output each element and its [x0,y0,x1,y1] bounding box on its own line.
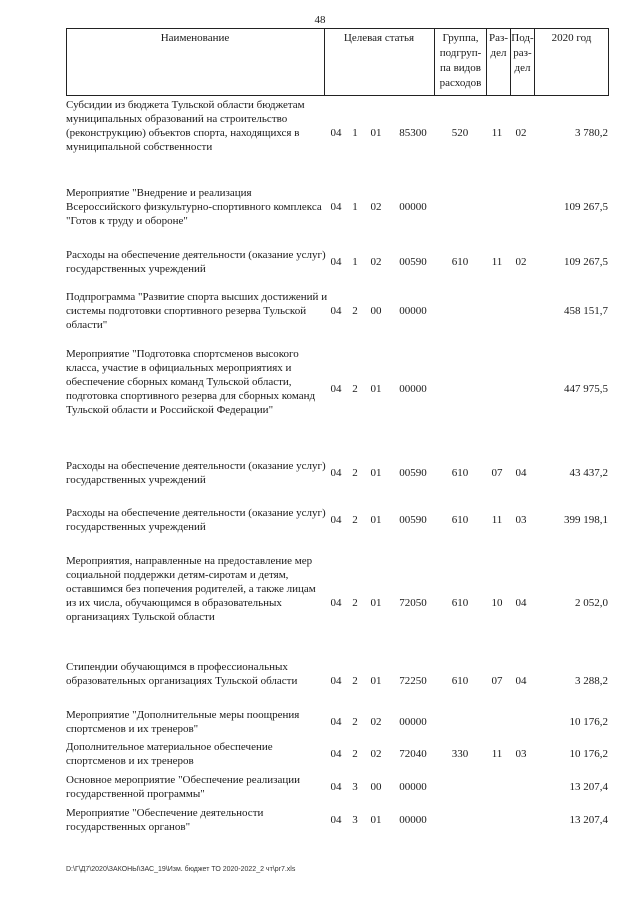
row-sum: 447 975,5 [564,383,608,395]
row-group: 610 [451,467,469,479]
row-name: Мероприятие "Подготовка спортсменов высокого класса, участие в официальных мероприятиях и обеспечение сборных команд Тульской области, подготовка спортивного резерва для сборных команд Тульской области и Российской Федерации" [66,348,316,416]
row-program-code: 04 [330,748,342,760]
row-program-code: 04 [330,814,342,826]
row-direction-code: 72050 [399,597,427,609]
row-subprogram-code: 2 [352,467,358,479]
row-subprogram-code: 2 [352,675,358,687]
row-sum: 109 267,5 [564,201,608,213]
row-name: Мероприятие "Внедрение и реализация Всероссийского физкультурно-спортивного комплекса "Готов к труду и обороне" [66,187,322,227]
row-direction-code: 00000 [399,781,427,793]
row-event-code: 01 [370,675,382,687]
row-event-code: 01 [370,127,382,139]
page-number: 48 [314,14,326,26]
row-subprogram-code: 2 [352,748,358,760]
file-path-footer: D:\Г\Д7\2020\ЗАКОНЫ\ЗАС_19\Изм. бюджет ТО 2020-2022_2 чт\pr7.xls [66,866,296,873]
row-name: Мероприятие "Дополнительные меры поощрения спортсменов и их тренеров" [66,709,300,735]
row-razdel: 07 [491,675,503,687]
row-sum: 2 052,0 [575,597,608,609]
row-sum: 3 288,2 [575,675,608,687]
row-sum: 10 176,2 [569,716,608,728]
row-subprogram-code: 1 [352,256,358,268]
row-group: 610 [451,514,469,526]
row-name: Дополнительное материальное обеспечение спортсменов и их тренеров [66,741,273,767]
row-podrazdel: 02 [515,127,527,139]
header-divider [608,28,609,96]
row-group: 330 [451,748,469,760]
row-direction-code: 00000 [399,814,427,826]
row-subprogram-code: 2 [352,716,358,728]
row-sum: 3 780,2 [575,127,608,139]
row-event-code: 01 [370,467,382,479]
row-name: Основное мероприятие "Обеспечение реализации государственной программы" [66,774,301,800]
row-podrazdel: 02 [515,256,527,268]
row-event-code: 02 [370,716,382,728]
row-name: Субсидии из бюджета Тульской области бюджетам муниципальных образований на строительство (реконструкцию) объектов спорта, находящихся в муниципальной собственности [66,99,305,153]
row-subprogram-code: 1 [352,127,358,139]
row-sum: 43 437,2 [569,467,608,479]
header-top-border [66,28,609,29]
header-year: 2020 год [551,32,592,44]
row-direction-code: 00590 [399,467,427,479]
row-program-code: 04 [330,127,342,139]
row-sum: 458 151,7 [564,305,608,317]
row-program-code: 04 [330,675,342,687]
row-event-code: 01 [370,383,382,395]
row-podrazdel: 04 [515,467,527,479]
row-direction-code: 00590 [399,514,427,526]
row-direction-code: 72250 [399,675,427,687]
header-name: Наименование [160,32,230,44]
row-direction-code: 00000 [399,201,427,213]
header-target-article: Целевая статья [343,32,415,44]
row-program-code: 04 [330,256,342,268]
row-program-code: 04 [330,305,342,317]
row-event-code: 02 [370,748,382,760]
row-subprogram-code: 3 [352,814,358,826]
row-group: 610 [451,256,469,268]
row-group: 610 [451,675,469,687]
row-razdel: 11 [491,256,503,268]
row-sum: 13 207,4 [569,781,608,793]
row-name: Расходы на обеспечение деятельности (оказание услуг) государственных учреждений [66,249,326,275]
row-program-code: 04 [330,383,342,395]
row-direction-code: 72040 [399,748,427,760]
row-direction-code: 00590 [399,256,427,268]
row-program-code: 04 [330,716,342,728]
row-razdel: 11 [491,127,503,139]
row-razdel: 10 [491,597,503,609]
row-razdel: 11 [491,514,503,526]
row-event-code: 02 [370,201,382,213]
row-program-code: 04 [330,514,342,526]
row-event-code: 00 [370,305,382,317]
header-podrazdel: Под-раз-дел [511,32,534,74]
row-subprogram-code: 1 [352,201,358,213]
row-name: Подпрограмма "Развитие спорта высших достижений и системы подготовки спортивного резерва Тульской области" [66,291,328,331]
row-podrazdel: 03 [515,748,527,760]
row-program-code: 04 [330,597,342,609]
row-group: 610 [451,597,469,609]
header-bottom-border [66,95,609,96]
row-sum: 10 176,2 [569,748,608,760]
row-program-code: 04 [330,201,342,213]
row-podrazdel: 04 [515,675,527,687]
header-razdel: Раз-дел [488,32,508,59]
row-name: Расходы на обеспечение деятельности (оказание услуг) государственных учреждений [66,507,326,533]
row-name: Мероприятие "Обеспечение деятельности государственных органов" [66,807,264,833]
row-subprogram-code: 2 [352,514,358,526]
header-group: Группа, подгруп-па видов расходов [439,32,482,89]
row-podrazdel: 04 [515,597,527,609]
row-name: Стипендии обучающимся в профессиональных образовательных организациях Тульской области [66,661,298,687]
row-direction-code: 00000 [399,305,427,317]
row-event-code: 02 [370,256,382,268]
row-direction-code: 00000 [399,716,427,728]
row-subprogram-code: 3 [352,781,358,793]
row-subprogram-code: 2 [352,305,358,317]
row-razdel: 07 [491,467,503,479]
row-direction-code: 85300 [399,127,427,139]
row-program-code: 04 [330,467,342,479]
row-subprogram-code: 2 [352,383,358,395]
row-name: Расходы на обеспечение деятельности (оказание услуг) государственных учреждений [66,460,326,486]
row-event-code: 01 [370,814,382,826]
row-sum: 13 207,4 [569,814,608,826]
row-subprogram-code: 2 [352,597,358,609]
row-group: 520 [451,127,469,139]
row-event-code: 00 [370,781,382,793]
row-sum: 399 198,1 [564,514,608,526]
row-name: Мероприятия, направленные на предоставление мер социальной поддержки детям-сиротам и детям, оставшимся без попечения родителей, а также лицам из их числа, обучающимся в образовательных организациях Тульской области [66,555,316,623]
row-direction-code: 00000 [399,383,427,395]
row-podrazdel: 03 [515,514,527,526]
row-razdel: 11 [491,748,503,760]
row-event-code: 01 [370,514,382,526]
row-sum: 109 267,5 [564,256,608,268]
row-program-code: 04 [330,781,342,793]
row-event-code: 01 [370,597,382,609]
